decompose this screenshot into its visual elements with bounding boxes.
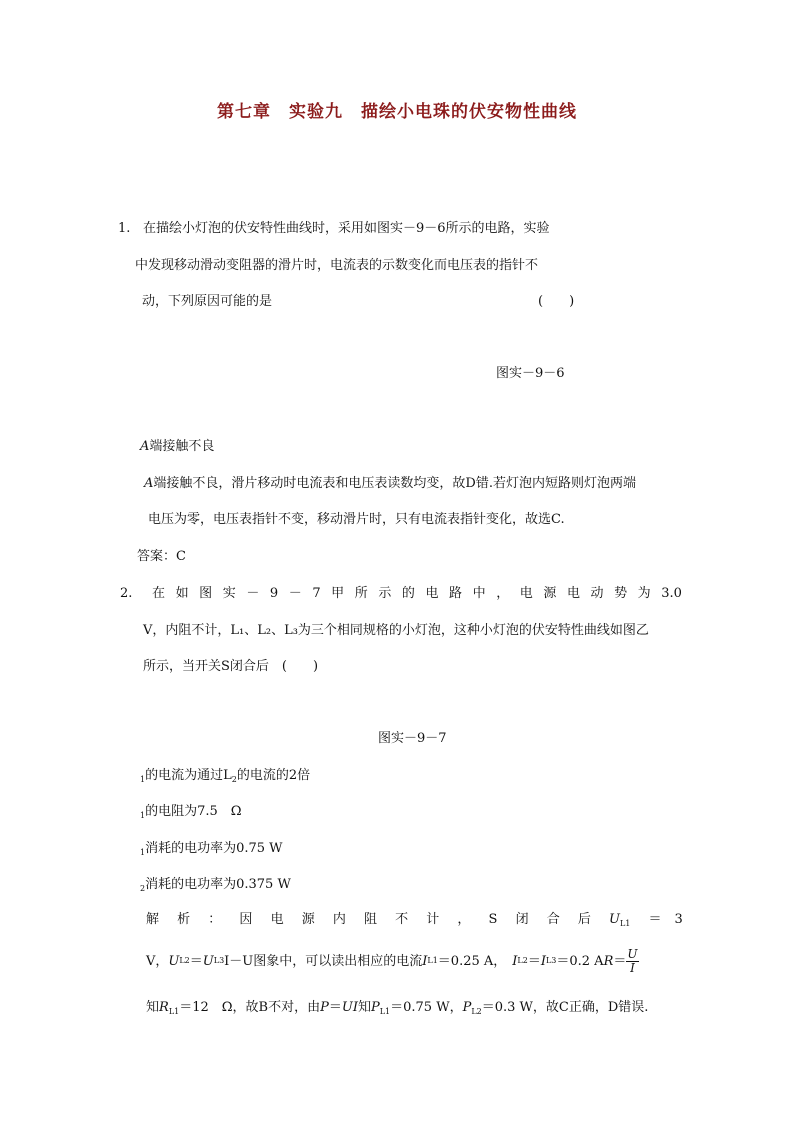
- question-1-number: 1.: [118, 221, 131, 236]
- question-1-line-1: 在描绘小灯泡的伏安特性曲线时，采用如图实－9－6所示的电路，实验: [143, 221, 550, 236]
- question-2-analysis-line-3: 知$R_{L1}=12$ Ω，故B不对，由P＝UI知$P_{L1}=0.75$ W，$P_{L2}=0.3$ W，故C正确，D错误.: [146, 1000, 649, 1016]
- question-1-line-3: 动，下列原因可能的是: [142, 294, 273, 309]
- question-2-number: 2.: [120, 586, 133, 601]
- ohms-law-fraction: $\frac{U}{I}$: [627, 947, 638, 975]
- question-1-answer-bracket: ( ): [538, 294, 575, 309]
- question-2-analysis-line-2: V， U L2 ＝ U L3 I－U图象中，可以读出相应的电流 I L1 ＝0.25 A， I L2 ＝ I L3 ＝0.2 A R ＝ $\frac{U}{I}$: [146, 947, 638, 975]
- question-1-line-2: 中发现移动滑动变阻器的滑片时，电流表的示数变化而电压表的指针不: [135, 258, 539, 273]
- question-1-analysis-line-1: A端接触不良，滑片移动时电流表和电压表读数均变，故D错.若灯泡内短路则灯泡两端: [144, 476, 636, 491]
- question-2-line-3: 所示，当开关S闭合后 ( ): [143, 659, 319, 674]
- question-2-option-3: $_1$消耗的电功率为0.75 W: [140, 841, 283, 857]
- question-2-option-4: $_2$消耗的电功率为0.375 W: [140, 877, 291, 893]
- question-2-line-2: V，内阻不计，L₁、L₂、L₃为三个相同规格的小灯泡，这种小灯泡的伏安特性曲线如图乙: [143, 623, 649, 638]
- question-1-analysis-line-2: 电压为零，电压表指针不变，移动滑片时，只有电流表指针变化，故选C.: [148, 512, 565, 527]
- question-2-analysis-line-1: 解 析 ： 因 电 源 内 阻 不 计 ， S 闭 合 后 $U_{L1}$ ＝ 3: [146, 912, 683, 928]
- figure-label-9-6: 图实－9－6: [496, 366, 565, 381]
- figure-label-9-7: 图实－9－7: [378, 731, 447, 746]
- question-1-option-a: A端接触不良: [140, 439, 215, 454]
- question-1-answer: 答案：C: [137, 549, 186, 564]
- question-2-option-2: $_1$的电阻为7.5 Ω: [140, 804, 242, 820]
- page-title: 第七章 实验九 描绘小电珠的伏安物性曲线: [217, 102, 577, 122]
- question-2-line-1: 在 如 图 实 － 9 － 7 甲 所 示 的 电 路 中 ， 电 源 电 动 势 为 3.0: [152, 586, 682, 601]
- question-2-option-1: $_1$的电流为通过$L_2$的电流的2倍: [140, 768, 311, 784]
